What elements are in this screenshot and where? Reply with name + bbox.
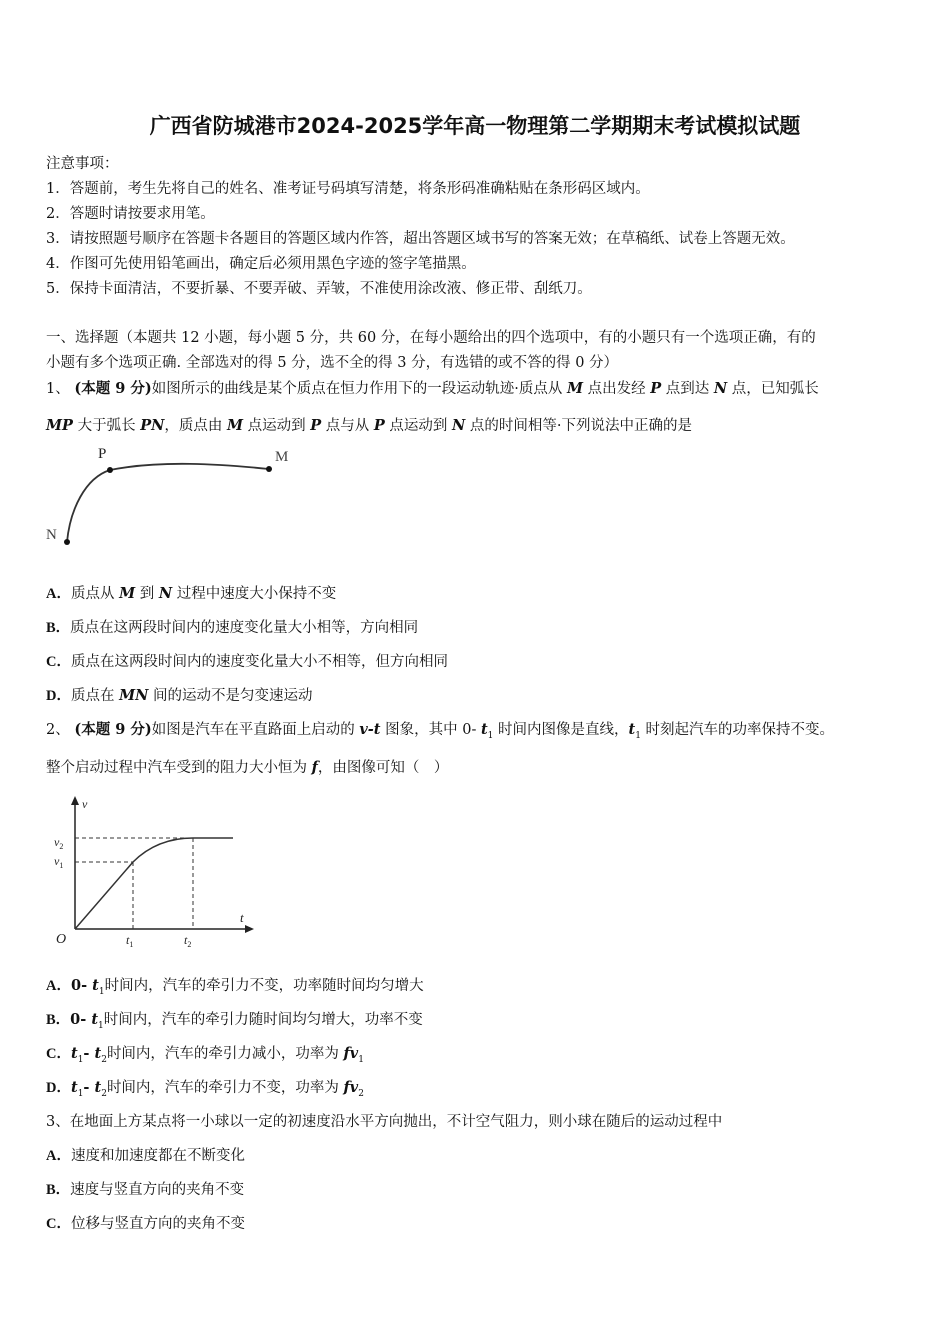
vt-curve [75, 838, 233, 929]
option-letter: B． [46, 1012, 71, 1028]
var-N: N [452, 417, 466, 434]
trajectory-figure [40, 440, 310, 555]
option-A[interactable] [46, 1144, 245, 1165]
option-A[interactable] [46, 974, 424, 997]
var-t: t [480, 721, 488, 738]
option-text: 0- [70, 1011, 92, 1028]
section-heading-line1: 一、选择题（本题共 12 小题，每小题 5 分，共 60 分，在每小题给出的四个选项中，有的小题只有一个选项正确，有的 [46, 330, 816, 346]
tick-label-v1: $v_1$ [54, 854, 64, 870]
point-P [107, 467, 113, 473]
stem-text: 如图是汽车在平直路面上启动的 [151, 722, 360, 738]
option-text: 速度与竖直方向的夹角不变 [70, 1182, 245, 1198]
label-N: N [46, 527, 57, 543]
question-2-stem-line1 [46, 718, 834, 741]
var-t: t [94, 1045, 102, 1062]
option-text: 位移与竖直方向的夹角不变 [70, 1216, 245, 1232]
subscript: 2 [101, 1054, 107, 1065]
var-t: t [70, 1045, 78, 1062]
var-MN: MN [119, 687, 149, 704]
point-M [266, 466, 272, 472]
option-letter: A． [46, 1148, 71, 1164]
var-PN: PN [140, 417, 165, 434]
option-A[interactable] [46, 582, 336, 603]
var-N: N [713, 380, 728, 397]
var-fv: fv [343, 1079, 359, 1096]
option-text: 时间内，汽车的牵引力不变，功率随时间均匀增大 [104, 978, 424, 994]
notice-item: 2．答题时请按要求用笔。 [46, 206, 215, 222]
var-t: t [70, 1079, 78, 1096]
option-C[interactable] [46, 1212, 245, 1233]
option-text: 0- [70, 977, 93, 994]
var-t: t [628, 721, 636, 738]
option-D[interactable] [46, 684, 313, 705]
tick-label-t1: $t_1$ [126, 933, 134, 949]
option-text: - [83, 1045, 95, 1062]
origin-label: O [56, 932, 67, 947]
tick-label-t2: $t_2$ [184, 933, 192, 949]
var-fv: fv [343, 1045, 359, 1062]
var-M: M [119, 585, 136, 602]
option-text: 时间内，汽车的牵引力随时间均匀增大，功率不变 [103, 1012, 423, 1028]
tick-label-v2: $v_2$ [54, 835, 64, 851]
option-B[interactable] [46, 616, 418, 637]
option-text: - [83, 1079, 95, 1096]
trajectory-curve [67, 464, 269, 542]
question-number: 1、 [46, 381, 70, 397]
t-axis-arrow [245, 925, 254, 933]
stem-text: 如图所示的曲线是某个质点在恒力作用下的一段运动轨迹·质点从 [151, 381, 567, 397]
stem-text: ，由图像可知（ ） [317, 760, 449, 776]
var-M: M [566, 380, 584, 397]
notice-item: 5．保持卡面清洁，不要折暴、不要弄破、弄皱，不准使用涂改液、修正带、刮纸刀。 [46, 281, 592, 297]
var-P: P [373, 417, 385, 434]
stem-text: 整个启动过程中汽车受到的阻力大小恒为 [46, 760, 312, 776]
notice-heading: 注意事项： [46, 156, 119, 172]
subscript: 1 [635, 730, 641, 741]
stem-text: 时刻起汽车的功率保持不变。 [640, 722, 835, 738]
option-text: 质点从 [70, 586, 120, 602]
option-letter: C． [46, 654, 71, 670]
option-D[interactable] [46, 1076, 364, 1099]
option-text: 质点在这两段时间内的速度变化量大小不相等，但方向相同 [70, 654, 448, 670]
stem-text: ，质点由 [164, 418, 227, 434]
stem-text: 点到达 [661, 381, 714, 397]
option-B[interactable] [46, 1008, 423, 1031]
option-B[interactable] [46, 1178, 244, 1199]
question-score: (本题 9 分) [74, 380, 152, 397]
axis-label-t: t [240, 910, 244, 925]
option-text: 速度和加速度都在不断变化 [70, 1148, 245, 1164]
question-1-stem-line2 [46, 414, 692, 435]
page-title: 广西省防城港市2024-2025学年高一物理第二学期期末考试模拟试题 [149, 114, 801, 138]
option-text: 时间内，汽车的牵引力不变，功率为 [106, 1080, 344, 1096]
var-t: t [94, 1079, 102, 1096]
question-number: 2、 [46, 722, 70, 738]
option-letter: B． [46, 1182, 71, 1198]
subscript: 1 [487, 730, 494, 741]
var-MP: MP [46, 417, 73, 434]
option-letter: B． [46, 620, 71, 636]
option-text: 过程中速度大小保持不变 [172, 586, 337, 602]
stem-text: 点运动到 [243, 418, 311, 434]
option-text: 时间内，汽车的牵引力减小，功率为 [106, 1046, 344, 1062]
option-text: 到 [135, 586, 159, 602]
option-letter: A． [46, 586, 71, 602]
label-P: P [98, 446, 107, 462]
question-1-stem-line1 [46, 377, 819, 398]
var-P: P [650, 380, 662, 397]
subscript: 1 [358, 1054, 364, 1065]
stem-text: 点的时间相等·下列说法中正确的是 [465, 418, 692, 434]
var-t: t [92, 977, 99, 994]
stem-text: 点，已知弧长 [727, 381, 819, 397]
section-heading-line2: 小题有多个选项正确. 全部选对的得 5 分，选不全的得 3 分，有选错的或不答的得 0 分） [46, 355, 619, 371]
option-text: 质点在这两段时间内的速度变化量大小相等，方向相同 [70, 620, 419, 636]
var-N: N [158, 585, 173, 602]
option-letter: A． [46, 978, 71, 994]
var-f: f [311, 759, 318, 776]
stem-text: 点与从 [321, 418, 374, 434]
question-score: (本题 9 分) [74, 721, 152, 738]
var-P: P [310, 417, 322, 434]
option-C[interactable] [46, 1042, 364, 1065]
option-letter: C． [46, 1216, 71, 1232]
notice-item: 3．请按照题号顺序在答题卡各题目的答题区域内作答，超出答题区域书写的答案无效；在草稿纸、试卷上答题无效。 [46, 231, 795, 247]
option-letter: D． [46, 1080, 71, 1096]
notice-item: 1．答题前，考生先将自己的姓名、准考证号码填写清楚，将条形码准确粘贴在条形码区域内。 [46, 181, 650, 197]
option-C[interactable] [46, 650, 448, 671]
var-t: t [91, 1011, 99, 1028]
subscript: 1 [77, 1088, 84, 1099]
question-3-stem: 3、在地面上方某点将一小球以一定的初速度沿水平方向抛出，不计空气阻力，则小球在随后的运动过程中 [46, 1114, 723, 1130]
stem-text: 时间内图像是直线， [493, 722, 629, 738]
subscript: 2 [101, 1088, 107, 1099]
stem-text: 点出发经 [583, 381, 651, 397]
var-M: M [226, 417, 244, 434]
subscript: 1 [77, 1054, 84, 1065]
stem-text: 图象，其中 0- [380, 722, 481, 738]
option-text: 质点在 [70, 688, 120, 704]
stem-text: 点运动到 [384, 418, 452, 434]
option-letter: D． [46, 688, 71, 704]
vt-graph-figure [48, 792, 268, 952]
notice-item: 4．作图可先使用铅笔画出，确定后必须用黑色字迹的签字笔描黑。 [46, 256, 476, 272]
option-letter: C． [46, 1046, 71, 1062]
stem-text: 大于弧长 [72, 418, 141, 434]
axis-label-v: v [82, 797, 88, 811]
question-2-stem-line2 [46, 756, 448, 777]
option-text: 间的运动不是匀变速运动 [148, 688, 313, 704]
var-vt: v-t [359, 721, 381, 738]
subscript: 1 [98, 986, 105, 997]
subscript: 1 [98, 1020, 104, 1031]
point-N [64, 539, 70, 545]
v-axis-arrow [71, 796, 79, 805]
label-M: M [275, 449, 289, 465]
subscript: 2 [358, 1088, 364, 1099]
